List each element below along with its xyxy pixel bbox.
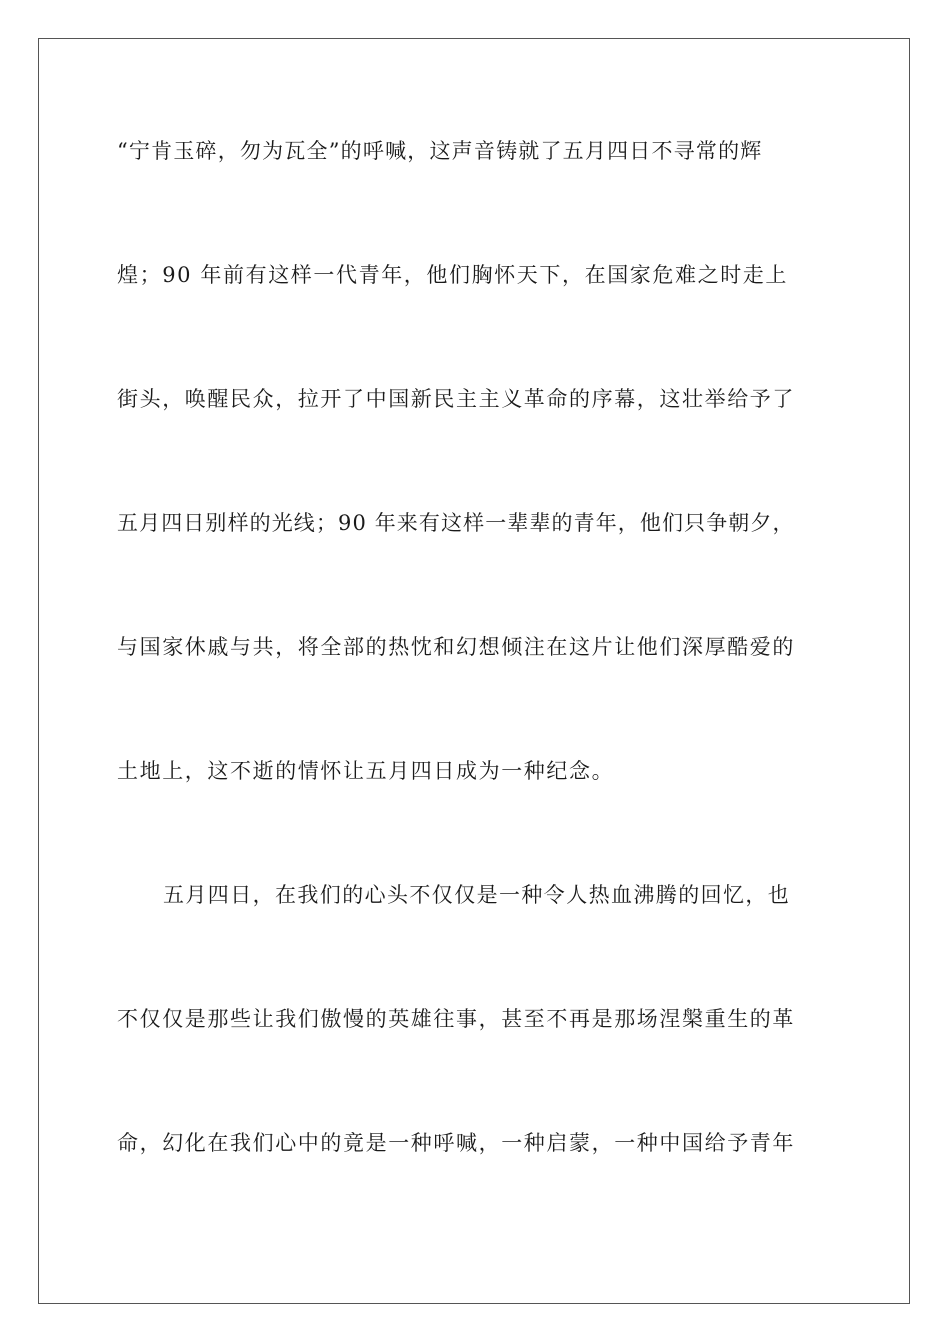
text-line: 不仅仅是那些让我们傲慢的英雄往事，甚至不再是那场涅槃重生的革 xyxy=(117,1007,795,1031)
text-line: 煌；90 年前有这样一代青年，他们胸怀天下，在国家危难之时走上 xyxy=(117,263,788,287)
text-line: 命，幻化在我们心中的竟是一种呼喊，一种启蒙，一种中国给予青年 xyxy=(117,1131,795,1155)
text-line: 五月四日别样的光线；90 年来有这样一辈辈的青年，他们只争朝夕， xyxy=(117,511,795,535)
text-line: 与国家休戚与共，将全部的热忱和幻想倾注在这片让他们深厚酷爱的 xyxy=(117,635,795,659)
text-line: “宁肯玉碎，勿为瓦全”的呼喊，这声音铸就了五月四日不寻常的辉 xyxy=(117,139,763,163)
text-line: 街头，唤醒民众，拉开了中国新民主主义革命的序幕，这壮举给予了 xyxy=(117,387,795,411)
page-frame xyxy=(38,38,910,1304)
text-line: 土地上，这不逝的情怀让五月四日成为一种纪念。 xyxy=(117,759,615,783)
paragraph-first-line: 五月四日，在我们的心头不仅仅是一种令人热血沸腾的回忆，也 xyxy=(163,883,791,907)
